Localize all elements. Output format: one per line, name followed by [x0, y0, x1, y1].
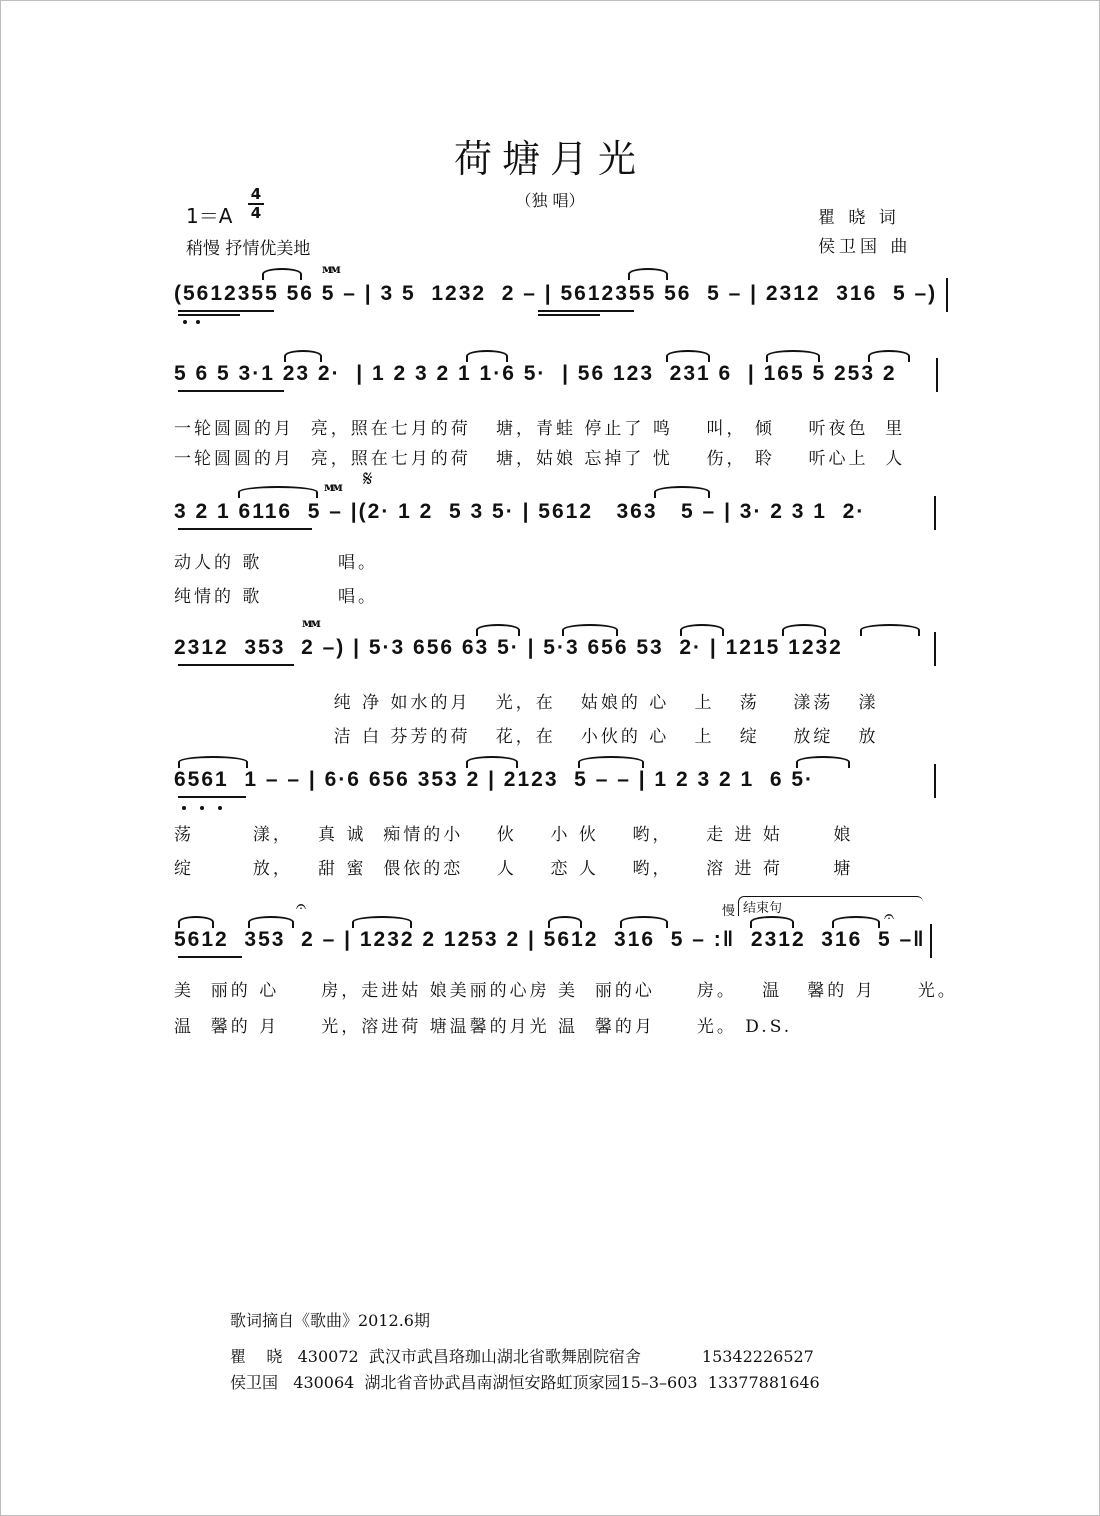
mordent-mark: ᴍᴍ — [322, 262, 339, 276]
slur — [620, 916, 668, 928]
time-signature — [246, 187, 266, 221]
lyricist-credit: 瞿 晓 词 — [818, 208, 900, 228]
beam-line — [538, 314, 600, 316]
octave-dot — [218, 806, 222, 810]
beam-line — [178, 796, 246, 798]
tempo-slow-marking: 慢 — [722, 904, 736, 919]
slur — [750, 916, 794, 928]
composer-credit: 侯卫国 曲 — [818, 237, 912, 257]
fermata-sign: 𝄐 — [884, 906, 895, 927]
slur — [628, 268, 668, 280]
time-signature-bottom: 4 — [250, 204, 262, 222]
slur — [466, 350, 508, 362]
slur — [352, 916, 412, 928]
slur — [766, 350, 820, 362]
beam-line — [178, 390, 284, 392]
slur — [578, 756, 644, 768]
slur — [178, 756, 248, 768]
slur — [860, 624, 920, 636]
fermata-sign: 𝄐 — [296, 896, 307, 917]
final-barline — [930, 924, 932, 958]
beam-line — [538, 310, 634, 312]
notation-line: 3 2 1 6116 5 – |(2· 1 2 5 3 5· | 5612 363 5 – | 3· 2 3 1 2· — [174, 500, 866, 523]
lyrics-verse-2: 绽 放， 甜 蜜 偎依的恋 人 恋 人 哟， 溶 进 荷 塘 — [174, 859, 854, 879]
lyrics-verse-2: 洁 白 芬芳的荷 花，在 小伙的 心 上 绽 放绽 放 — [174, 727, 879, 747]
contact-line-lyricist: 瞿 晓 430072 武汉市武昌珞珈山湖北省歌舞剧院宿舍 15342226527 — [230, 1347, 814, 1366]
slur — [680, 624, 724, 636]
coda-label: 结束句 — [738, 896, 923, 916]
key-signature: 1＝A — [186, 204, 233, 228]
beam-line — [178, 314, 240, 316]
slur — [466, 756, 518, 768]
slur — [868, 350, 910, 362]
beam-line — [178, 310, 274, 312]
slur — [178, 916, 214, 928]
barline — [934, 764, 936, 798]
lyrics-verse-1: 荡 漾， 真 诚 痴情的小 伙 小 伙 哟， 走 进 姑 娘 — [174, 825, 854, 845]
song-subtitle: （独 唱） — [515, 191, 585, 210]
contact-line-composer: 侯卫国 430064 湖北省音协武昌南湖恒安路虹顶家园15–3–603 13377881646 — [230, 1373, 820, 1392]
barline — [934, 632, 936, 666]
octave-dot — [196, 320, 200, 324]
time-signature-top: 4 — [250, 185, 262, 203]
lyrics-source-note: 歌词摘自《歌曲》2012.6期 — [230, 1311, 430, 1330]
tempo-marking: 稍慢 抒情优美地 — [186, 239, 311, 259]
lyrics-verse-2: 温 馨的 月 光，溶进荷 塘温馨的月光 温 馨的月 光。 D.S. — [174, 1017, 793, 1037]
slur — [562, 624, 618, 636]
slur — [476, 624, 520, 636]
slur — [654, 486, 710, 498]
notation-line: 5612 353 2 – | 1232 2 1253 2 | 5612 316 5 – :‖ 2312 316 5 –‖ — [174, 928, 926, 951]
lyrics-verse-2: 一轮圆圆的月 亮，照在七月的荷 塘，姑娘 忘掉了 忧 伤， 聆 听心上 人 — [174, 449, 906, 469]
mordent-mark: ᴍᴍ — [302, 616, 319, 630]
slur — [832, 916, 880, 928]
slur — [238, 486, 318, 498]
barline — [946, 278, 948, 312]
notation-line: (5612355 56 5 – | 3 5 1232 2 – | 5612355 56 5 – | 2312 316 5 –) — [174, 282, 938, 305]
beam-line — [178, 528, 312, 530]
mordent-mark: ᴍᴍ — [324, 480, 341, 494]
notation-line: 6561 1 – – | 6·6 656 353 2 | 2123 5 – – | 1 2 3 2 1 6 5· — [174, 768, 815, 791]
slur — [796, 756, 850, 768]
beam-line — [178, 664, 294, 666]
octave-dot — [182, 806, 186, 810]
beam-line — [178, 956, 242, 958]
lyrics-verse-1: 动人的 歌 唱。 — [174, 553, 379, 573]
slur — [284, 350, 322, 362]
octave-dot — [183, 320, 187, 324]
slur — [666, 350, 710, 362]
slur — [262, 268, 302, 280]
slur — [548, 916, 582, 928]
lyrics-verse-1: 纯 净 如水的月 光，在 姑娘的 心 上 荡 漾荡 漾 — [174, 693, 879, 713]
slur — [248, 916, 294, 928]
slur — [782, 624, 826, 636]
barline — [934, 496, 936, 530]
notation-line: 5 6 5 3·1 23 2· | 1 2 3 2 1 1·6 5· | 56 123 231 6 | 165 5 253 2 — [174, 362, 897, 385]
lyrics-verse-1: 美 丽的 心 房，走进姑 娘美丽的心房 美 丽的心 房。 温 馨的 月 光。 — [174, 981, 958, 1001]
octave-dot — [200, 806, 204, 810]
lyrics-verse-1: 一轮圆圆的月 亮，照在七月的荷 塘，青蛙 停止了 鸣 叫， 倾 听夜色 里 — [174, 419, 906, 439]
barline — [936, 358, 938, 392]
song-title: 荷塘月光 — [453, 137, 646, 181]
lyrics-verse-2: 纯情的 歌 唱。 — [174, 587, 379, 607]
notation-line: 2312 353 2 –) | 5·3 656 63 5· | 5·3 656 53 2· | 1215 1232 — [174, 636, 843, 659]
segno-sign: 𝄋 — [363, 467, 373, 492]
